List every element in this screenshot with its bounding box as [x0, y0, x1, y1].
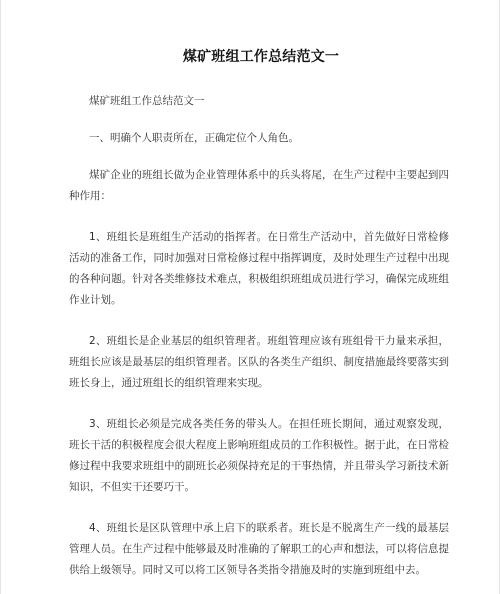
section-heading-paragraph: 一、明确个人职责所在，正确定位个人角色。: [89, 132, 299, 144]
role-paragraph-1: 1、班组长是班组生产活动的指挥者。在日常生产活动中，首先做好日常检修活动的准备工作，同时加强对日常检修过程中指挥调度，及时处理生产过程中出现的各种问题。针对各类维修技术难点，积极组织班组成员进行学习，确保完成班组作业计划。: [69, 231, 449, 306]
role-paragraph-2: 2、班组长是企业基层的组织管理者。班组管理应该有班组骨干力量来承担，班组长应该是最基层的组织管理者。区队的各类生产组织、制度措施最终要落实到班长身上，通过班组长的组织管理来实现。: [69, 335, 449, 389]
subtitle-paragraph: 煤矿班组工作总结范文一: [89, 95, 205, 107]
intro-paragraph: 煤矿企业的班组长做为企业管理体系中的兵头将尾，在生产过程中主要起到四种作用：: [69, 169, 449, 202]
document-body: [69, 91, 449, 581]
role-paragraph-3: 3、班组长必须是完成各类任务的带头人。在担任班长期间，通过观察发现，班长干活的积极程度会很大程度上影响班组成员的工作积极性。据于此，在日常检修过程中我要求班组中的副班长必须保持充足的干事热情，并且带头学习新技术新知识，不但实干还要巧干。: [69, 418, 449, 493]
role-paragraph-4: 4、班组长是区队管理中承上启下的联系者。班长是不脱离生产一线的最基层管理人员。在生产过程中能够最及时准确的了解职工的心声和想法，可以将信息提供给上级领导。同时又可以将工区领导各类指令措施及时的实施到班组中去。: [69, 522, 449, 576]
document-title: 煤矿班组工作总结范文一: [182, 49, 340, 65]
